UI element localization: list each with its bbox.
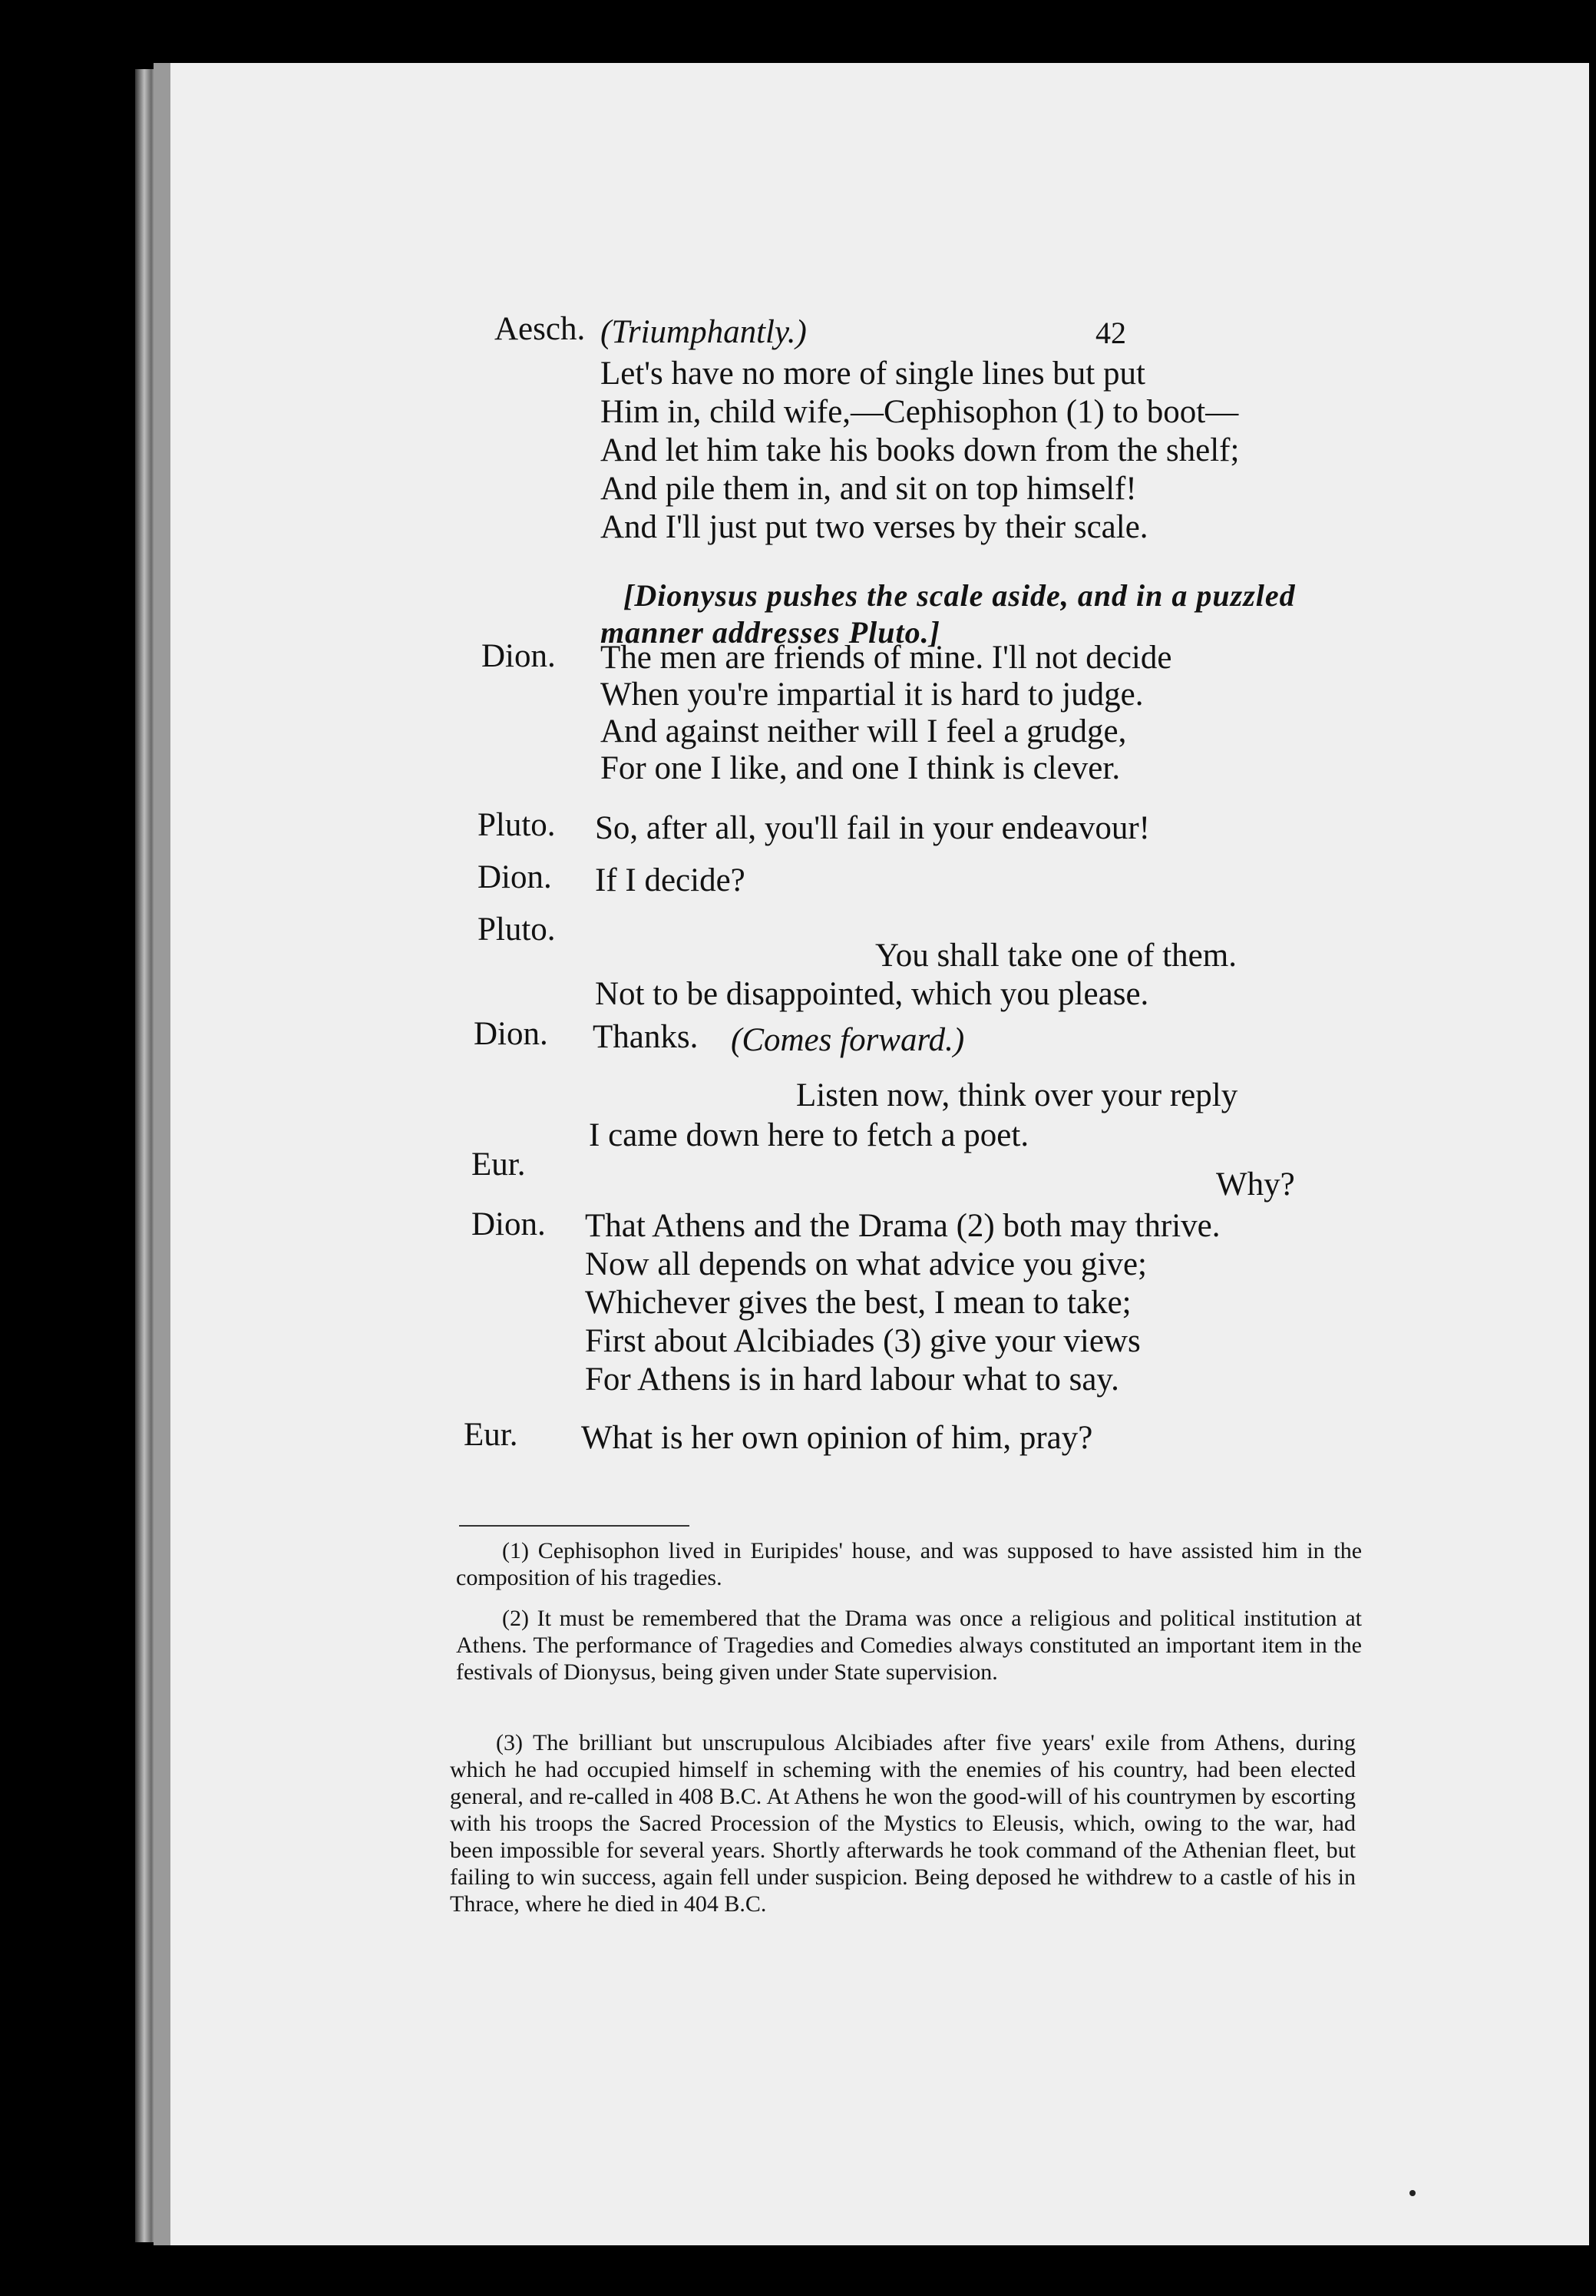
footnote-3	[450, 1729, 1356, 1917]
stage-note-triumphantly: (Triumphantly.)	[600, 314, 807, 350]
speaker-euripides: Eur.	[464, 1417, 518, 1453]
scan-speck	[1409, 2190, 1416, 2196]
dialogue-line: Listen now, think over your reply	[796, 1077, 1238, 1113]
dialogue-line: And against neither will I feel a grudge,	[600, 713, 1127, 749]
speaker-dionysus: Dion.	[477, 859, 552, 895]
footnote-2	[456, 1605, 1362, 1686]
dialogue-line: For one I like, and one I think is clever.	[600, 750, 1121, 786]
footnote-1	[456, 1537, 1362, 1591]
footnote-text: The brilliant but unscrupulous Alcibiades after five years' exile from Athens, during which he had occupied himself in scheming with the enemies of his country, had been elected general, and re-called in 408 B.C. At Athens he won the good-will of his countrymen by escorting with his troops the Sacred Procession of the Mystics to Eleusis, which, owing to the war, had been impossible for several years. Shortly afterwards he took command of the Athenian fleet, but failing to win success, again fell under suspicion. Being deposed he withdrew to a castle of his in Thrace, where he died in 404 B.C.	[450, 1730, 1356, 1917]
dialogue-line: Why?	[1216, 1166, 1295, 1203]
dialogue-line: If I decide?	[595, 862, 745, 898]
dialogue-line: Him in, child wife,—Cephisophon (1) to boot—	[600, 394, 1239, 430]
dialogue-line: And pile them in, and sit on top himself!	[600, 471, 1137, 507]
speaker-dionysus: Dion.	[481, 638, 556, 674]
dialogue-line: I came down here to fetch a poet.	[589, 1117, 1029, 1153]
footnote-separator	[459, 1525, 689, 1527]
dialogue-line: First about Alcibiades (3) give your views	[585, 1323, 1141, 1359]
dialogue-line: Not to be disappointed, which you please.	[595, 976, 1149, 1012]
speaker-dionysus: Dion.	[474, 1016, 548, 1052]
speaker-pluto: Pluto.	[477, 911, 556, 948]
speaker-pluto: Pluto.	[477, 807, 556, 843]
dialogue-line: You shall take one of them.	[875, 938, 1237, 974]
dialogue-line: Whichever gives the best, I mean to take;	[585, 1285, 1132, 1321]
dialogue-line: For Athens is in hard labour what to say.	[585, 1361, 1119, 1398]
dialogue-line: Now all depends on what advice you give;	[585, 1246, 1148, 1282]
footnote-marker: (1)	[502, 1538, 529, 1563]
dialogue-line: When you're impartial it is hard to judge.	[600, 677, 1144, 713]
footnote-text: It must be remembered that the Drama was once a religious and political institution at Athens. The performance of Tragedies and Comedies always constituted an important item in the festivals of Dionysus, being given under State supervision.	[456, 1606, 1362, 1685]
stage-direction-line: [Dionysus pushes the scale aside, and in a puzzled	[623, 578, 1296, 613]
speaker-euripides: Eur.	[471, 1146, 526, 1183]
speaker-aeschylus: Aesch.	[494, 311, 586, 347]
page-number: 42	[1095, 316, 1126, 350]
dialogue-line: The men are friends of mine. I'll not decide	[600, 640, 1172, 676]
speaker-dionysus: Dion.	[471, 1206, 546, 1242]
dialogue-line: Let's have no more of single lines but put	[600, 356, 1145, 392]
footnote-text: Cephisophon lived in Euripides' house, and was supposed to have assisted him in the composition of his tragedies.	[456, 1538, 1363, 1590]
stage-direction-line: manner addresses Pluto.]	[600, 615, 940, 650]
footnote-marker: (3)	[496, 1730, 523, 1755]
dialogue-line: And let him take his books down from the shelf;	[600, 432, 1240, 468]
dialogue-line: What is her own opinion of him, pray?	[581, 1420, 1093, 1456]
footnote-marker: (2)	[502, 1606, 529, 1631]
stage-note-comes-forward: (Comes forward.)	[731, 1022, 965, 1058]
dialogue-line: That Athens and the Drama (2) both may thrive.	[585, 1208, 1221, 1244]
dialogue-line: So, after all, you'll fail in your endeavour!	[595, 810, 1151, 846]
dialogue-line: And I'll just put two verses by their scale.	[600, 509, 1148, 545]
book-page	[154, 63, 1589, 2245]
dialogue-line: Thanks.	[593, 1019, 699, 1055]
